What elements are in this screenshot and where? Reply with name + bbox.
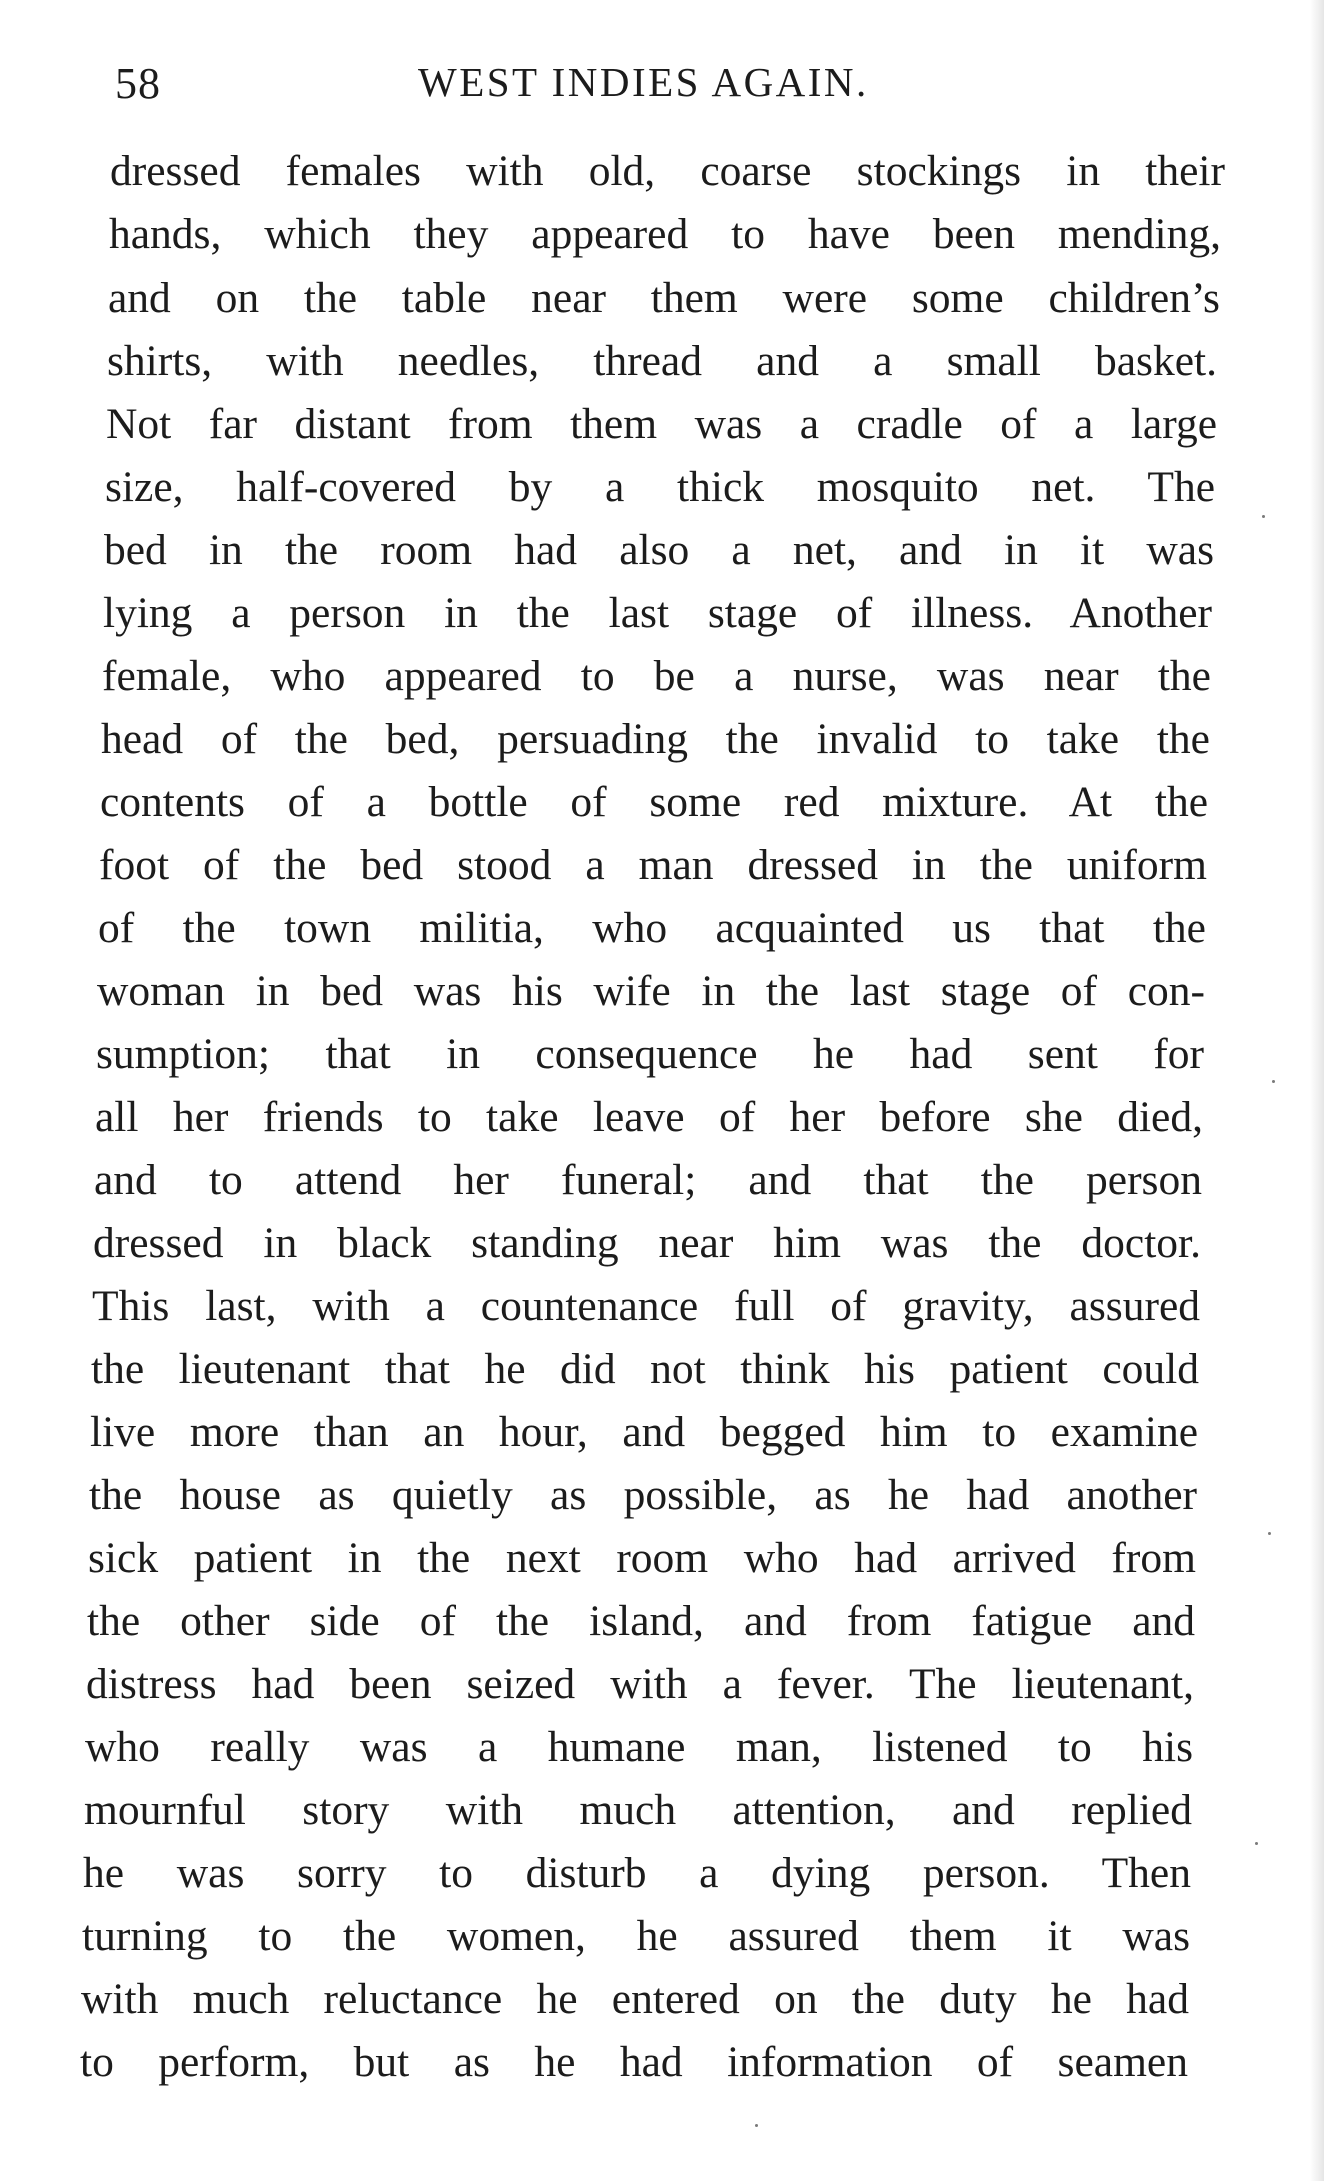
paper-speck xyxy=(1262,515,1265,518)
text-line: all her friends to take leave of her before she died, xyxy=(95,1093,1203,1141)
text-line: This last, with a countenance full of gravity, assured xyxy=(92,1282,1200,1330)
text-line: head of the bed, persuading the invalid to take the xyxy=(101,715,1210,763)
text-line: dressed in black standing near him was the doctor. xyxy=(93,1219,1201,1267)
text-line: woman in bed was his wife in the last stage of con- xyxy=(97,967,1205,1015)
paper-speck xyxy=(1255,1842,1258,1845)
text-line: to perform, but as he had information of seamen xyxy=(80,2038,1188,2086)
running-head xyxy=(0,58,1324,118)
text-line: with much reluctance he entered on the duty he had xyxy=(81,1975,1189,2023)
text-line: who really was a humane man, listened to his xyxy=(85,1723,1193,1771)
text-line: the lieutenant that he did not think his patient could xyxy=(91,1345,1199,1393)
text-line: the other side of the island, and from fatigue and xyxy=(87,1597,1195,1645)
paper-speck xyxy=(1268,1532,1271,1535)
paper-speck xyxy=(755,2124,758,2127)
text-line: size, half-covered by a thick mosquito net. The xyxy=(105,463,1215,511)
text-line: turning to the women, he assured them it was xyxy=(82,1912,1190,1960)
text-line: shirts, with needles, thread and a small basket. xyxy=(107,337,1217,385)
text-line: Not far distant from them was a cradle of a large xyxy=(106,400,1217,448)
text-line: female, who appeared to be a nurse, was near the xyxy=(102,652,1211,700)
text-line: and to attend her funeral; and that the person xyxy=(94,1156,1202,1204)
text-line: sick patient in the next room who had arrived from xyxy=(88,1534,1196,1582)
running-title: WEST INDIES AGAIN. xyxy=(418,59,869,105)
text-line: bed in the room had also a net, and in it was xyxy=(104,526,1214,574)
text-line: hands, which they appeared to have been mending, xyxy=(109,210,1221,258)
paper-speck xyxy=(1272,1080,1275,1083)
text-line: and on the table near them were some children’s xyxy=(108,274,1220,322)
page-number: 58 xyxy=(115,59,161,108)
text-line: dressed females with old, coarse stockings in their xyxy=(110,147,1225,195)
text-line: lying a person in the last stage of illness. Another xyxy=(103,589,1212,637)
text-line: foot of the bed stood a man dressed in the uniform xyxy=(99,841,1207,889)
text-line: contents of a bottle of some red mixture. At the xyxy=(100,778,1208,826)
text-line: distress had been seized with a fever. The lieutenant, xyxy=(86,1660,1194,1708)
text-line: live more than an hour, and begged him to examine xyxy=(90,1408,1198,1456)
text-line: he was sorry to disturb a dying person. Then xyxy=(83,1849,1191,1897)
text-line: of the town militia, who acquainted us that the xyxy=(98,904,1206,952)
text-line: the house as quietly as possible, as he had another xyxy=(89,1471,1197,1519)
text-line: sumption; that in consequence he had sent for xyxy=(96,1030,1204,1078)
page-edge-shadow xyxy=(1310,0,1324,2181)
text-line: mournful story with much attention, and replied xyxy=(84,1786,1192,1834)
